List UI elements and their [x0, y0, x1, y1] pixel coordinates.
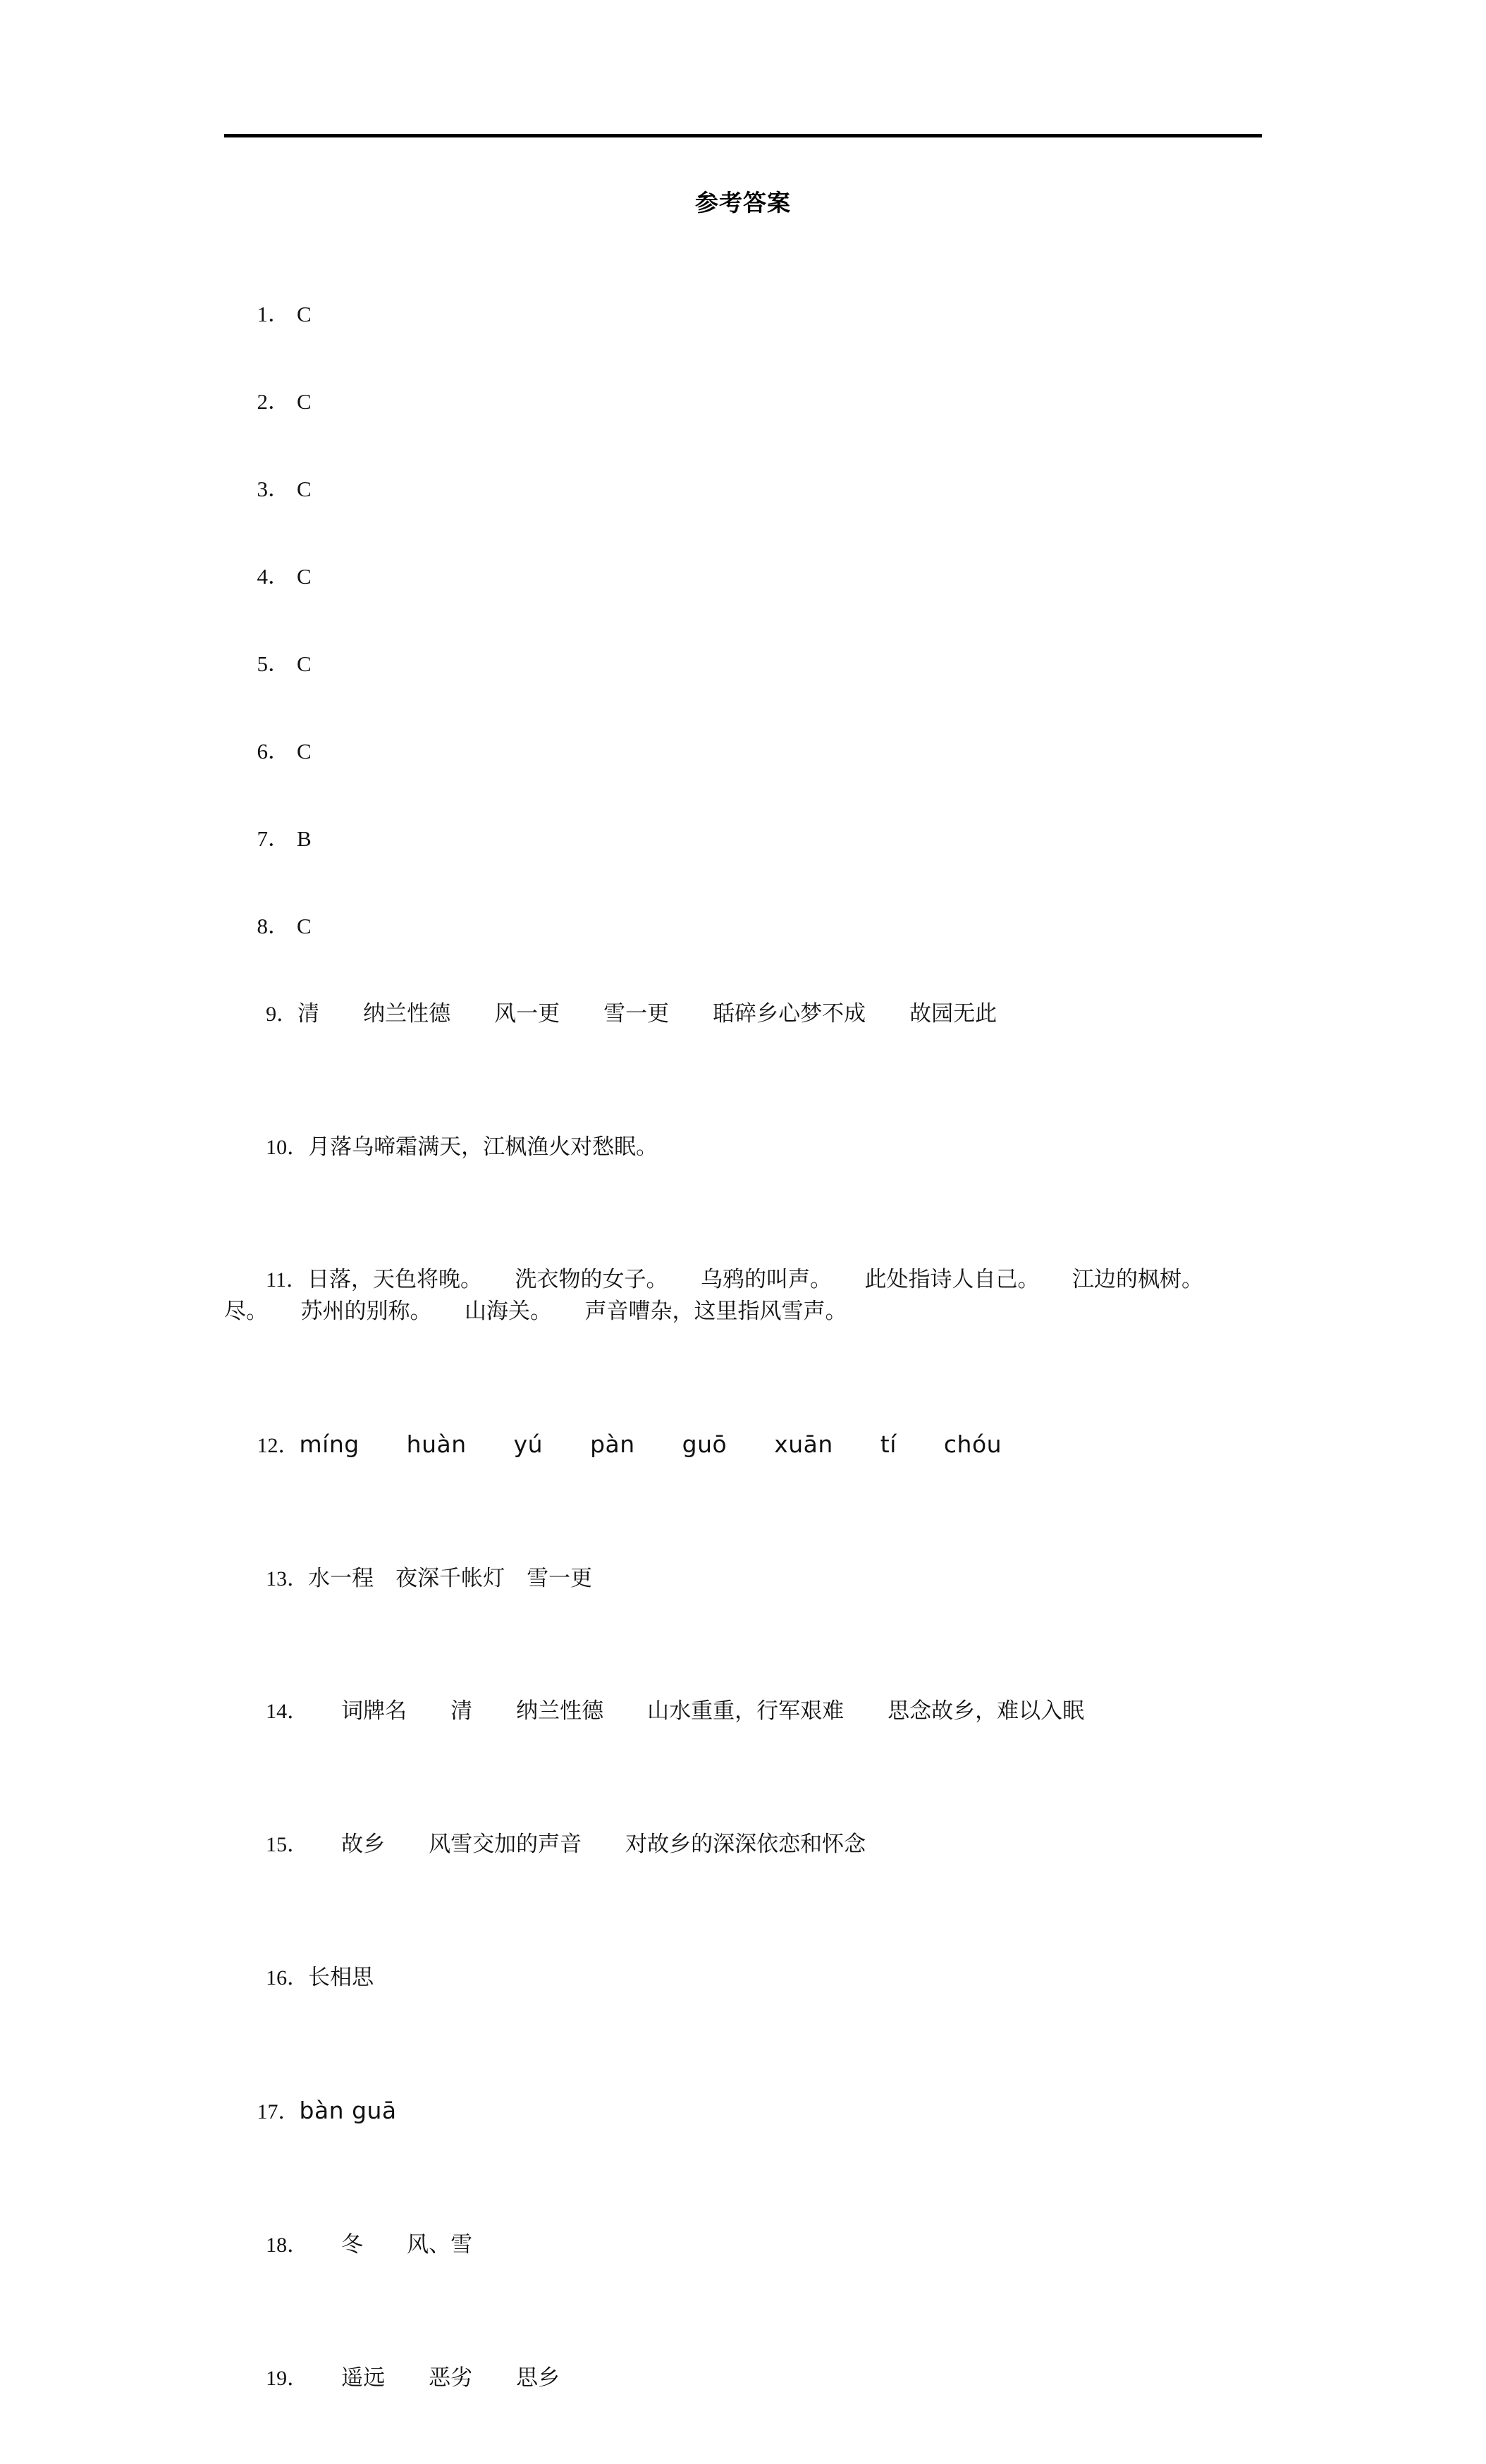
answer-item [224, 1532, 1267, 1626]
answer-text: 冬 风、雪 [297, 2232, 473, 2258]
answer-item [224, 967, 1267, 1061]
answer-item [224, 1931, 1267, 2025]
answer-text: C [297, 302, 312, 327]
answer-number: 7． [257, 826, 290, 852]
answer-number: 18． [266, 2233, 298, 2257]
answer-item [224, 1101, 1267, 1194]
answer-item [224, 443, 1267, 530]
answer-number: 9． [266, 1003, 298, 1026]
answer-text: 清 纳兰性德 风一更 雪一更 聒碎乡心梦不成 故园无此 [297, 1001, 997, 1027]
answer-item [224, 530, 1267, 618]
answer-number: 10． [266, 1135, 309, 1159]
answer-text: C [297, 564, 312, 589]
answer-item [224, 2198, 1267, 2292]
answer-item [224, 268, 1267, 355]
answer-text: C [297, 389, 312, 415]
answer-text: 水一程 夜深千帐灯 雪一更 [308, 1565, 593, 1591]
answer-item [224, 2331, 1267, 2425]
answer-number: 13． [266, 1567, 309, 1590]
answer-number: 4． [257, 564, 290, 589]
answer-text: míng huàn yú pàn guō xuān tí chóu [299, 1430, 1002, 1458]
answer-number: 11． [266, 1268, 308, 1292]
answer-item [224, 1798, 1267, 1892]
answer-number: 15． [266, 1833, 298, 1857]
answer-item [224, 355, 1267, 443]
answer-number: 1． [257, 302, 290, 327]
answer-text: 故乡 风雪交加的声音 对故乡的深深依恋和怀念 [297, 1832, 866, 1858]
answer-item [224, 618, 1267, 705]
answer-number: 3． [257, 477, 290, 502]
answer-item [224, 1233, 1267, 1358]
answer-item [224, 1397, 1267, 1493]
answer-text: 词牌名 清 纳兰性德 山水重重，行军艰难 思念故乡，难以入眠 [297, 1698, 1085, 1724]
answer-text: 月落乌啼霜满天，江枫渔火对愁眠。 [308, 1134, 658, 1160]
answer-number: 12． [257, 1433, 300, 1457]
answer-number: 14． [266, 1700, 298, 1724]
answer-text: C [297, 914, 312, 939]
answer-text: bàn guā [299, 2097, 397, 2125]
answer-text: 日落，天色将晚。 洗衣物的女子。 乌鸦的叫声。 此处指诗人自己。 江边的枫树。 尽。 苏州的别称。 山海关。 声音嘈杂，这里指风雪声。 [224, 1267, 1236, 1324]
answer-number: 17． [257, 2100, 300, 2124]
answer-text: C [297, 477, 312, 502]
answer-text: B [297, 826, 312, 852]
answer-text: 长相思 [308, 1964, 374, 1990]
answer-number: 5． [257, 651, 290, 677]
answer-number: 16． [266, 1966, 309, 1990]
answer-text: 遥远 恶劣 思乡 [297, 2365, 560, 2391]
page-title: 参考答案 [695, 189, 791, 216]
answer-number: 6． [257, 739, 290, 764]
answer-number: 19． [266, 2366, 298, 2390]
header-rule [224, 134, 1262, 137]
answer-number: 2． [257, 389, 290, 415]
answer-item [224, 705, 1267, 792]
answer-number: 8． [257, 914, 290, 939]
answer-item [224, 1665, 1267, 1758]
answer-text: C [297, 739, 312, 764]
answer-item [224, 792, 1267, 880]
answer-text: C [297, 651, 312, 677]
answer-list [224, 268, 1267, 2464]
answer-item [224, 2064, 1267, 2159]
answer-item [224, 880, 1267, 967]
